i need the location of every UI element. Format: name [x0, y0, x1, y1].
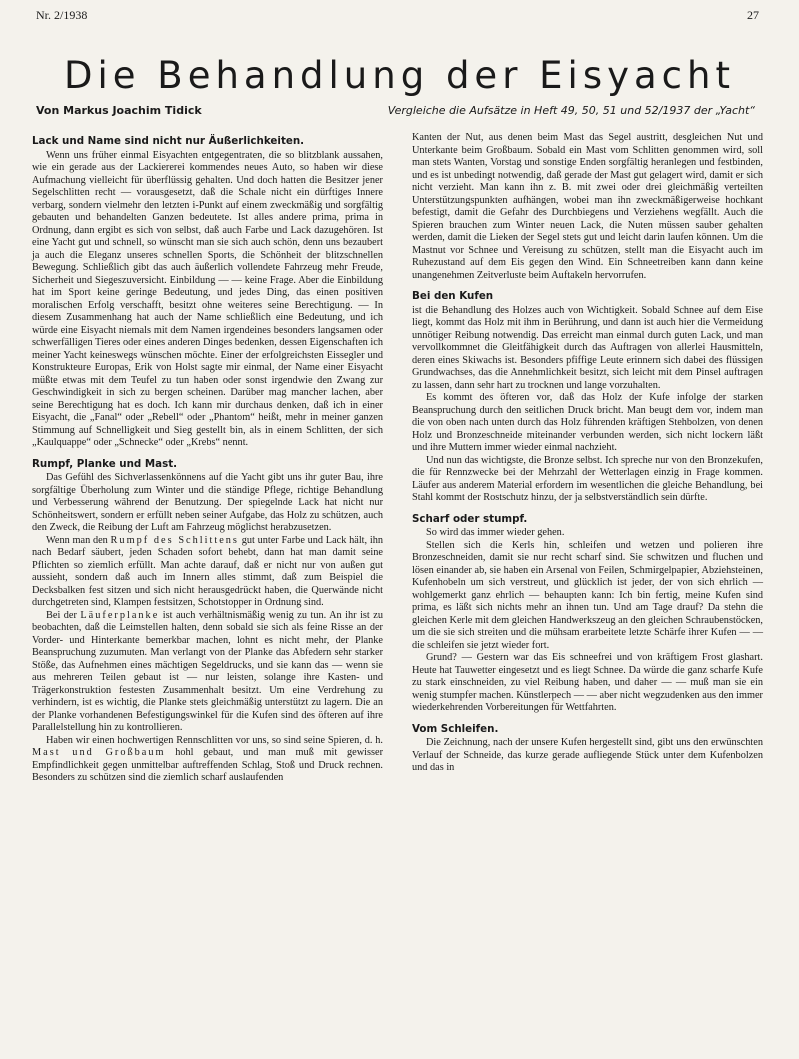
right-column — [412, 132, 763, 775]
issue-number: Nr. 2/1938 — [36, 8, 88, 22]
paragraph: ist die Behandlung des Holzes auch von Wichtigkeit. Sobald Schnee auf dem Eise liegt, kommt das Holz mit ihm in Berührung, und dann ist auch hier die Vermeidung unnötiger Reibung notwendig. Das erreicht man einmal durch guten Lack, und man vervollkommnet die Gleitfähigkeit durch das Auftragen von allerlei Hausmitteln, deren eines Skiwachs ist. Besonders pfiffige Leute erinnern sich dabei des flüssigen Grundwachses, das die Annehmlichkeit besitzt, sich leicht mit dem Pinsel auftragen zu lassen, dann sehr hart zu trocknen und lange vorzuhalten. — [412, 304, 763, 391]
paragraph: Es kommt des öfteren vor, daß das Holz der Kufe infolge der starken Beanspruchung durch den seitlichen Druck bricht. Man beugt dem vor, indem man die von oben nach unten durch das Holz führenden kräftigen Stehbolzen, von denen Holz und Bronzeschneide miteinander verbunden werden, sich nicht lockern läßt und ihre Muttern immer wieder einmal nachzieht. — [412, 392, 763, 453]
page-number: 27 — [747, 8, 759, 22]
emphasis-spaced: Rumpf des Schlittens — [110, 534, 239, 546]
paragraph: So wird das immer wieder gehen. — [426, 527, 565, 538]
paragraph: Stellen sich die Kerls hin, schleifen und wetzen und polieren ihre Bronzeschneiden, damit sie nur recht scharf sind. Sie schwitzen und fluchen und lösen einander ab, sie haben ein Arsenal von Feilen, Schmirgelpapier, Abziehsteinen, Kufenhobeln um sich verstreut, und glücklich ist jeder, der von sich ehrlich — wohlgemerkt ganz ehrlich — behaupten kann: Ich bin fertig, meine Kufen sind prima, es läßt sich nichts mehr an ihnen tun. Und am Tage drauf? Da stehn die gleichen Kerle mit dem gleichen Handwerkszeug an den gleichen Schraubenstöcken, um die sie sich streiten und die mühsam erarbeitete letzte Schärfe ihrer Kufen — — die schleifen sie jetzt wieder fort. — [412, 539, 763, 651]
paragraph: Bei der Läuferplanke ist auch verhältnismäßig wenig zu tun. An ihr ist zu beobachten, daß die Leimstellen halten, denn sobald sie sich als feine Risse an der Vorder- und Hinterkante bemerkbar machen, lohnt es nicht mehr, der Planke Beanspruchung zuzumuten. Man verlangt von der Planke das Abfedern sehr starker Stöße, das Aufnehmen eines mächtigen Segeldrucks, und sie kann das — wenn sie aus mehreren Teilen gebaut ist — nur leisten, solange ihre Kasten- und Trägerkonstruktion festesten Zusammenhalt besitzt. Um eine Verdrehung zu verhindern, ist es wichtig, die Planke stets gleichmäßig unterstützt zu lagern. Die an der Planke vorhandenen Befestigungswinkel für die Kufen sind des öfteren auf ihre Parallelstellung hin zu kontrollieren. — [32, 609, 383, 733]
paragraph: Wenn man den Rumpf des Schlittens gut unter Farbe und Lack hält, ihn nach Bedarf säubert, jeden Schaden sofort behebt, dann hat man damit seine Pflichten so ziemlich erfüllt. Man achte darauf, daß er nicht nur von außen gut aussieht, sondern daß auch im Innern alles stimmt, daß zum Beispiel die Decksbalken fest sitzen und sich nicht herausgedrückt haben, die Querwände nicht durchgetreten sind, Klampen festsitzen, Schotstopper in Ordnung sind. — [32, 534, 384, 608]
paragraph: Und nun das wichtigste, die Bronze selbst. Ich spreche nur von den Bronzekufen, die für Rennzwecke bei der Mehrzahl der Wetterlagen einzig in Frage kommen. Läufer aus anderem Material erfordern im wesentlichen die gleiche Behandlung, bei Stahl kommt der Rostschutz hinzu, der ja selbstverständlich sein dürfte. — [412, 454, 763, 503]
emphasis-spaced: Läuferplanke — [80, 609, 160, 621]
section-heading-kufen: Bei den Kufen — [412, 290, 494, 302]
paragraph: Wenn uns früher einmal Eisyachten entgegentraten, die so blitzblank aussahen, wie ein gerade aus der Lackiererei kommendes neues Auto, so haben wir diese Aufmachung vielleicht für überflüssig gehalten. Und doch hatten die Besitzer jener Segelschlitten recht — vorausgesetzt, daß die Schale nicht ein dürftiges Innere verbarg, sondern vielmehr den letzten i-Punkt auf einem zweckmäßig und sorgfältig gebauten und behandelten Ganzen bedeutete. Ist alles andere prima, prima in Ordnung, dann ergibt es sich von selbst, daß auch Farbe und Lack dazugehören. Ist eine Yacht gut und schnell, so wünscht man sie sich auch schön, denn uns bezaubert ja auch die Eleganz unseres schnellen Sports, die Schönheit der blitzschnellen Bewegung. Schließlich gibt das auch äußerlich vollendete Fahrzeug mehr Freude, Sicherheit und Siegeszuversicht. Einbildung — — keine Frage. Aber die Einbildung hat im Sport keine geringe Bedeutung, und jedes Ding, das einen positiven moralischen Erfolg verschafft, besitzt ohne weiteres seine Berechtigung. — In diesem Zusammenhang hat auch der Name schließlich eine Bedeutung, und ich würde eine Eisyacht niemals mit dem Namen irgendeines besonders langsamen oder schwerfälligen Tieres oder eines anderen Dinges bedenken, dessen Eigenschaften ich meiner Yacht keineswegs wünschen möchte. Einer der erfolgreichsten Eissegler und Konstrukteure Europas, Erik von Holst sagte mir einmal, der Name einer Eisyacht müßte etwas mit dem Teufel zu tun haben oder sonst irgendwie den Zwang zur Geschwindigkeit in sich zu bergen scheinen. Darüber mag mancher lachen, aber seine Berechtigung hat es doch. Ich kann mir durchaus denken, daß ich in einer Eisyacht, die „Fanal“ oder „Rebell“ oder „Phantom“ heißt, mehr in meiner ganzen Stimmung auf Schnelligkeit und Sieg gestellt bin, als in einem Schlitten, der sich „Kaulquappe“ oder „Schnecke“ oder „Krebs“ nennt. — [32, 149, 383, 448]
article-title: Die Behandlung der Eisyacht — [64, 54, 735, 97]
paragraph: Die Zeichnung, nach der unsere Kufen hergestellt sind, gibt uns den erwünschten Verlauf der Schneide, das kurze gerade aufliegende Stück unter dem Kufenbolzen und das in — [412, 737, 763, 773]
reference-note: Vergleiche die Aufsätze in Heft 49, 50, 51 und 52/1937 der „Yacht“ — [387, 104, 755, 117]
paragraph: Das Gefühl des Sichverlassenkönnens auf die Yacht gibt uns ihr guter Bau, ihre sorgfältige Überholung zum Winter und die ständige Pflege, richtige Behandlung und Verbesserung während der Benutzung. Der spiegelnde Lack hat nicht nur Schönheitswert, sondern er erfüllt neben seiner Aufgabe, das Holz zu schützen, auch den Zweck, die Reibung der Luft am Fahrzeug möglichst herabzusetzen. — [32, 472, 383, 533]
paragraph: Haben wir einen hochwertigen Rennschlitten vor uns, so sind seine Spieren, d. h. Mast und Großbaum hohl gebaut, und man muß mit gewisser Empfindlichkeit gegen unmittelbar auftreffenden Schlag, Stoß und Druck rechnen. Besonders zu schützen sind die ziemlich scharf auslaufenden — [32, 734, 384, 783]
section-heading-schleifen: Vom Schleifen. — [412, 722, 499, 735]
paragraph: Grund? — Gestern war das Eis schneefrei und von kräftigem Frost glashart. Heute hat Tauwetter eingesetzt und es liegt Schnee. Da würde die ganz scharfe Kufe zu stark einschneiden, zu viel Reibung haben, und daher — — muß man sie ein wenig stumpfer machen. Künstlerpech — — aber nicht wegzudenken aus den immer wiederkehrenden Vorbereitungen für Wettfahrten. — [412, 652, 763, 713]
left-column — [32, 132, 383, 785]
paragraph: Kanten der Nut, aus denen beim Mast das Segel austritt, desgleichen Nut und Unterkante beim Großbaum. Sobald ein Mast vom Schlitten genommen wird, soll man stets Wanten, Vorstag und sonstige Enden sorgfältig heranlegen und festbinden, und es ist unbedingt notwendig, daß gerade der Mast gut gelagert wird, damit er sich nicht verzieht. Man kann ihn z. B. mit zwei oder drei gleichmäßig verteilten Unterstützungspunkten aufhängen, wobei man ihn zweckmäßigerweise hochkant befestigt, damit die Gefahr des Durchbiegens und Verziehens wegfällt. Auch die Spieren brauchen zum Winter neuen Lack, die Nuten müssen sauber gehalten werden, damit die Lieken der Segel stets gut und leicht darin laufen können. Um die Mastnut vor Schnee und Vereisung zu schützen, stellt man die Eisyacht auch im Ruhezustand auf dem Eis gegen den Wind. Ein Schneetreiben kann dann keine unangenehmen Zeitverluste beim Auftakeln hervorrufen. — [412, 132, 763, 281]
emphasis-spaced: Mast und Großbaum — [32, 747, 166, 758]
section-heading-scharf: Scharf oder stumpf. — [412, 512, 528, 525]
section-heading-lack: Lack und Name sind nicht nur Äußerlichkeiten. — [32, 135, 305, 147]
author-byline: Von Markus Joachim Tidick — [36, 104, 202, 117]
section-heading-rumpf: Rumpf, Planke und Mast. — [32, 457, 178, 470]
